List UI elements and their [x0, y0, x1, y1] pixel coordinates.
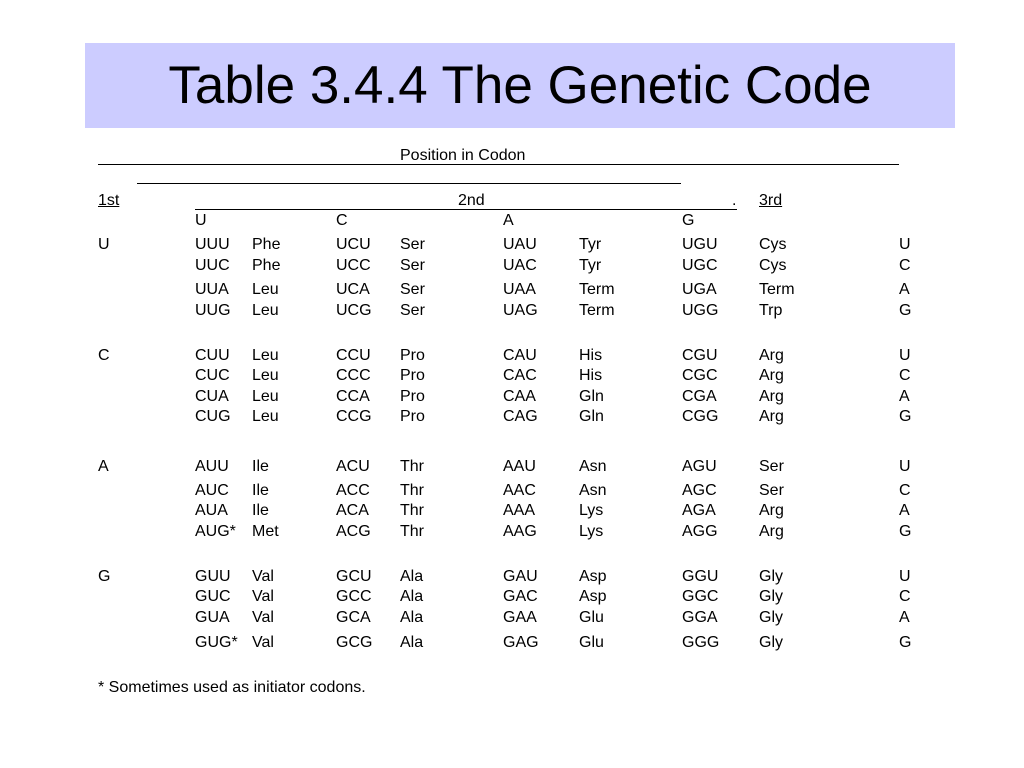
- amino-acid-g: Arg: [759, 523, 784, 540]
- third-base-label: C: [899, 367, 911, 384]
- amino-acid-c: Pro: [400, 367, 425, 384]
- codon-u: UUA: [195, 281, 229, 298]
- amino-acid-g: Ser: [759, 458, 784, 475]
- amino-acid-c: Pro: [400, 347, 425, 364]
- codon-g: UGU: [682, 236, 718, 253]
- position-in-codon-header: Position in Codon: [400, 147, 526, 164]
- codon-g: UGG: [682, 302, 719, 319]
- amino-acid-c: Ala: [400, 634, 424, 651]
- third-base-label: U: [899, 568, 911, 585]
- third-base-label: C: [899, 257, 911, 274]
- amino-acid-u: Phe: [252, 236, 281, 253]
- first-base-label: G: [98, 568, 111, 585]
- first-base-label: A: [98, 458, 109, 475]
- codon-u: UUU: [195, 236, 230, 253]
- codon-u: GUC: [195, 588, 231, 605]
- amino-acid-a: Gln: [579, 388, 604, 405]
- codon-u: UUG: [195, 302, 231, 319]
- codon-a: CAG: [503, 408, 538, 425]
- header-rule-top: [98, 164, 899, 165]
- codon-a: UAC: [503, 257, 537, 274]
- codon-c: CCA: [336, 388, 370, 405]
- amino-acid-g: Arg: [759, 347, 784, 364]
- amino-acid-g: Gly: [759, 568, 783, 585]
- codon-c: CCG: [336, 408, 372, 425]
- third-base-label: A: [899, 609, 910, 626]
- codon-c: ACG: [336, 523, 371, 540]
- codon-c: ACC: [336, 482, 370, 499]
- third-base-label: A: [899, 388, 910, 405]
- codon-a: CAU: [503, 347, 537, 364]
- codon-c: UCC: [336, 257, 371, 274]
- codon-c: CCU: [336, 347, 371, 364]
- third-base-label: G: [899, 634, 912, 651]
- codon-c: UCG: [336, 302, 372, 319]
- codon-c: GCA: [336, 609, 371, 626]
- codon-a: AAG: [503, 523, 537, 540]
- codon-g: AGG: [682, 523, 718, 540]
- codon-g: CGU: [682, 347, 718, 364]
- codon-u: GUG*: [195, 634, 238, 651]
- amino-acid-a: Asn: [579, 458, 607, 475]
- amino-acid-c: Thr: [400, 458, 424, 475]
- second-position-dot: .: [732, 192, 737, 209]
- codon-u: CUU: [195, 347, 230, 364]
- codon-c: ACU: [336, 458, 370, 475]
- codon-g: GGA: [682, 609, 718, 626]
- amino-acid-u: Leu: [252, 388, 279, 405]
- amino-acid-c: Pro: [400, 388, 425, 405]
- codon-g: GGG: [682, 634, 720, 651]
- codon-g: CGG: [682, 408, 719, 425]
- codon-c: GCU: [336, 568, 372, 585]
- codon-c: ACA: [336, 502, 369, 519]
- amino-acid-u: Leu: [252, 302, 279, 319]
- third-base-label: U: [899, 236, 911, 253]
- codon-g: GGC: [682, 588, 719, 605]
- third-base-label: G: [899, 523, 912, 540]
- codon-u: GUU: [195, 568, 231, 585]
- amino-acid-a: Tyr: [579, 257, 602, 274]
- first-base-label: C: [98, 347, 110, 364]
- codon-u: GUA: [195, 609, 230, 626]
- codon-c: UCA: [336, 281, 370, 298]
- codon-u: AUA: [195, 502, 228, 519]
- third-base-label: U: [899, 458, 911, 475]
- amino-acid-u: Leu: [252, 347, 279, 364]
- codon-a: CAC: [503, 367, 537, 384]
- amino-acid-c: Ser: [400, 281, 425, 298]
- amino-acid-g: Arg: [759, 502, 784, 519]
- amino-acid-a: His: [579, 347, 603, 364]
- amino-acid-g: Arg: [759, 367, 784, 384]
- third-base-label: A: [899, 502, 910, 519]
- amino-acid-u: Phe: [252, 257, 281, 274]
- title-band: [85, 43, 955, 128]
- codon-u: AUC: [195, 482, 229, 499]
- codon-g: AGU: [682, 458, 717, 475]
- amino-acid-u: Ile: [252, 502, 269, 519]
- second-position-header: 2nd: [458, 192, 485, 209]
- codon-a: UAU: [503, 236, 537, 253]
- amino-acid-a: Glu: [579, 609, 604, 626]
- codon-a: UAA: [503, 281, 536, 298]
- third-base-label: C: [899, 588, 911, 605]
- amino-acid-u: Leu: [252, 281, 279, 298]
- third-base-label: G: [899, 302, 912, 319]
- codon-u: AUU: [195, 458, 229, 475]
- first-position-header: 1st: [98, 192, 120, 209]
- amino-acid-u: Val: [252, 588, 274, 605]
- third-base-label: C: [899, 482, 911, 499]
- codon-a: GAA: [503, 609, 537, 626]
- amino-acid-c: Ala: [400, 609, 424, 626]
- amino-acid-g: Term: [759, 281, 795, 298]
- codon-a: CAA: [503, 388, 536, 405]
- third-base-label: G: [899, 408, 912, 425]
- codon-a: GAC: [503, 588, 538, 605]
- amino-acid-a: His: [579, 367, 603, 384]
- codon-a: AAA: [503, 502, 536, 519]
- amino-acid-g: Cys: [759, 257, 787, 274]
- codon-c: GCG: [336, 634, 373, 651]
- amino-acid-c: Thr: [400, 523, 424, 540]
- amino-acid-g: Gly: [759, 634, 783, 651]
- third-base-label: U: [899, 347, 911, 364]
- slide-title: Table 3.4.4 The Genetic Code: [168, 56, 872, 115]
- amino-acid-g: Cys: [759, 236, 787, 253]
- second-base-g: G: [682, 212, 695, 229]
- amino-acid-a: Lys: [579, 502, 604, 519]
- amino-acid-u: Val: [252, 568, 274, 585]
- amino-acid-g: Ser: [759, 482, 784, 499]
- codon-g: AGA: [682, 502, 716, 519]
- amino-acid-a: Asn: [579, 482, 607, 499]
- amino-acid-c: Thr: [400, 502, 424, 519]
- amino-acid-g: Trp: [759, 302, 783, 319]
- codon-c: CCC: [336, 367, 371, 384]
- codon-g: CGA: [682, 388, 717, 405]
- amino-acid-c: Ala: [400, 588, 424, 605]
- amino-acid-c: Thr: [400, 482, 424, 499]
- third-base-label: A: [899, 281, 910, 298]
- amino-acid-u: Leu: [252, 408, 279, 425]
- amino-acid-u: Val: [252, 634, 274, 651]
- amino-acid-c: Ala: [400, 568, 424, 585]
- codon-u: CUG: [195, 408, 231, 425]
- amino-acid-c: Ser: [400, 302, 425, 319]
- amino-acid-u: Ile: [252, 482, 269, 499]
- amino-acid-c: Pro: [400, 408, 425, 425]
- codon-g: GGU: [682, 568, 719, 585]
- amino-acid-g: Gly: [759, 609, 783, 626]
- codon-u: AUG*: [195, 523, 236, 540]
- amino-acid-a: Asp: [579, 568, 607, 585]
- codon-a: UAG: [503, 302, 538, 319]
- amino-acid-a: Term: [579, 281, 615, 298]
- amino-acid-g: Arg: [759, 388, 784, 405]
- codon-g: AGC: [682, 482, 717, 499]
- codon-a: AAU: [503, 458, 536, 475]
- codon-u: UUC: [195, 257, 230, 274]
- codon-u: CUC: [195, 367, 230, 384]
- amino-acid-a: Gln: [579, 408, 604, 425]
- codon-a: GAG: [503, 634, 539, 651]
- codon-c: UCU: [336, 236, 371, 253]
- amino-acid-u: Leu: [252, 367, 279, 384]
- codon-a: AAC: [503, 482, 536, 499]
- second-base-u: U: [195, 212, 207, 229]
- second-base-c: C: [336, 212, 348, 229]
- codon-a: GAU: [503, 568, 538, 585]
- amino-acid-a: Asp: [579, 588, 607, 605]
- codon-g: CGC: [682, 367, 718, 384]
- amino-acid-c: Ser: [400, 257, 425, 274]
- second-base-a: A: [503, 212, 514, 229]
- amino-acid-c: Ser: [400, 236, 425, 253]
- first-base-label: U: [98, 236, 110, 253]
- amino-acid-u: Val: [252, 609, 274, 626]
- header-rule-middle: [137, 183, 681, 184]
- amino-acid-a: Tyr: [579, 236, 602, 253]
- amino-acid-a: Glu: [579, 634, 604, 651]
- amino-acid-u: Ile: [252, 458, 269, 475]
- amino-acid-a: Lys: [579, 523, 604, 540]
- codon-c: GCC: [336, 588, 372, 605]
- footnote: * Sometimes used as initiator codons.: [98, 679, 366, 696]
- amino-acid-u: Met: [252, 523, 279, 540]
- amino-acid-g: Arg: [759, 408, 784, 425]
- third-position-header: 3rd: [759, 192, 783, 209]
- amino-acid-g: Gly: [759, 588, 783, 605]
- codon-g: UGA: [682, 281, 717, 298]
- codon-g: UGC: [682, 257, 718, 274]
- codon-u: CUA: [195, 388, 229, 405]
- amino-acid-a: Term: [579, 302, 615, 319]
